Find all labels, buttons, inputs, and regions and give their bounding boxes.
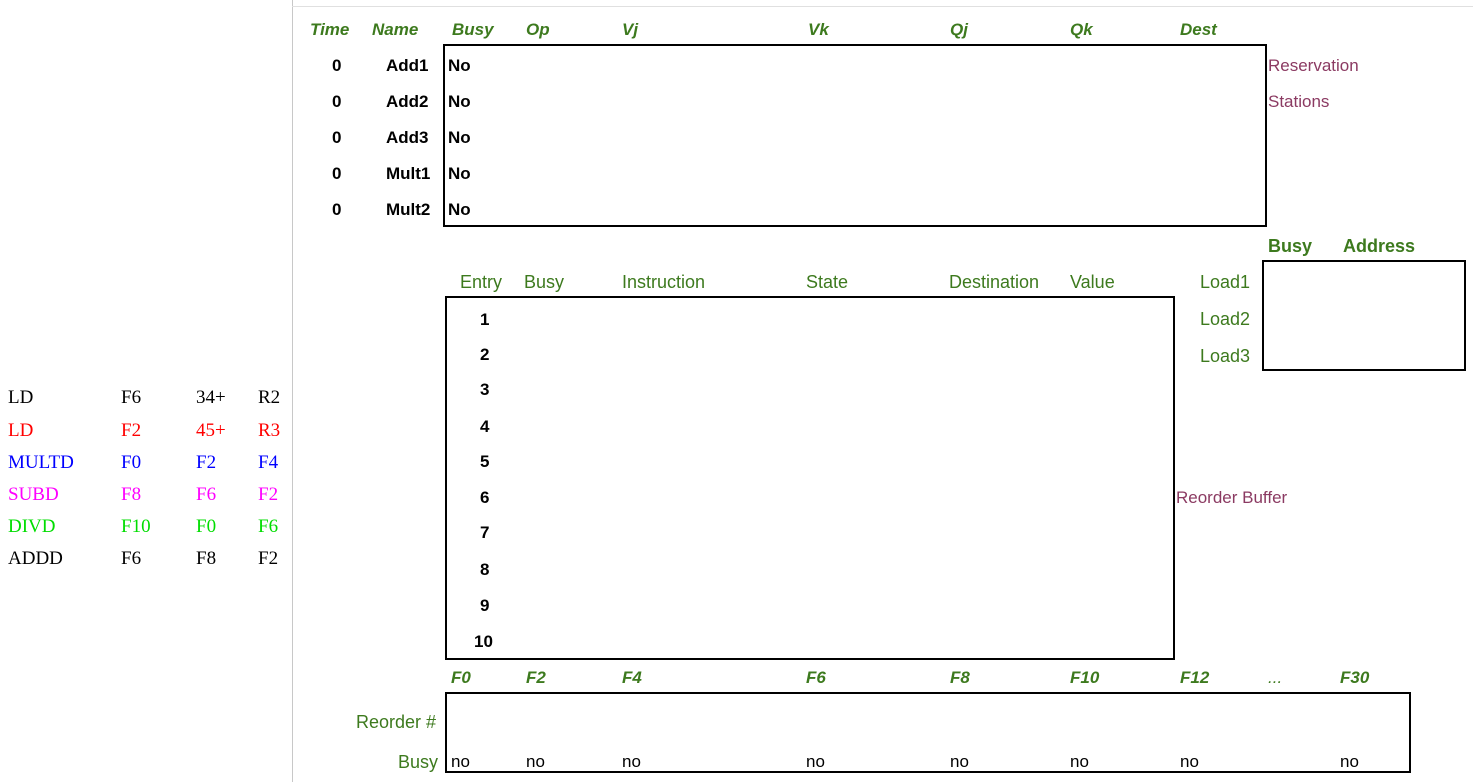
- load-row-label: Load2: [1200, 309, 1251, 329]
- reg-busy-value: no: [1340, 752, 1359, 771]
- instr-arg2: F8: [196, 548, 217, 569]
- instr-arg1: F0: [121, 452, 142, 473]
- reg-busy-value: no: [622, 752, 641, 771]
- rs-row-time: 0: [332, 128, 342, 147]
- rs-row-name: Add3: [386, 128, 429, 147]
- reg-header: F2: [526, 668, 546, 687]
- reg-header-ellipsis: ...: [1268, 668, 1283, 687]
- rob-entry-number: 3: [480, 380, 490, 399]
- rob-header-value: Value: [1070, 272, 1115, 292]
- rs-header-vk: Vk: [808, 20, 829, 39]
- load-header-busy: Busy: [1268, 236, 1313, 256]
- rs-row-busy: No: [448, 164, 471, 183]
- instr-arg1: F10: [121, 516, 151, 537]
- rs-row-busy: No: [448, 128, 471, 147]
- instr-op: LD: [8, 387, 34, 408]
- reg-busy-value: no: [1180, 752, 1199, 771]
- load-buffers-box: [1262, 260, 1466, 371]
- rs-header-dest: Dest: [1180, 20, 1217, 39]
- load-row-label: Load3: [1200, 346, 1251, 366]
- load-row-label: Load1: [1200, 272, 1251, 292]
- rs-row-name: Mult1: [386, 164, 431, 183]
- rob-entry-number: 2: [480, 345, 490, 364]
- instr-op: SUBD: [8, 484, 59, 505]
- reg-header: F0: [451, 668, 471, 687]
- rs-header-qj: Qj: [950, 20, 968, 39]
- instr-arg3: F6: [258, 516, 279, 537]
- instr-arg2: F2: [196, 452, 217, 473]
- rs-row-name: Mult2: [386, 200, 431, 219]
- reg-header: F6: [806, 668, 826, 687]
- reg-row-label-reorder: Reorder #: [356, 712, 437, 732]
- reg-busy-value: no: [451, 752, 470, 771]
- rs-header-vj: Vj: [622, 20, 639, 39]
- reg-header: F12: [1180, 668, 1210, 687]
- rob-entry-number: 8: [480, 560, 490, 579]
- instr-op: LD: [8, 420, 34, 441]
- reg-busy-value: no: [1070, 752, 1089, 771]
- rob-header-entry: Entry: [460, 272, 503, 292]
- reg-busy-value: no: [526, 752, 545, 771]
- rs-row-name: Add1: [386, 56, 429, 75]
- reg-header: F8: [950, 668, 970, 687]
- rob-entry-number: 7: [480, 523, 490, 542]
- reorder-buffer-label: Reorder Buffer: [1176, 488, 1288, 507]
- instr-op: ADDD: [8, 548, 63, 569]
- rob-entry-number: 5: [480, 452, 490, 471]
- rob-header-instruction: Instruction: [622, 272, 706, 292]
- reservation-stations-label: Reservation: [1268, 56, 1359, 75]
- instr-arg3: R3: [258, 420, 281, 441]
- instr-arg1: F8: [121, 484, 142, 505]
- rs-header-name: Name: [372, 20, 419, 39]
- rob-entry-number: 1: [480, 310, 490, 329]
- left-divider-line: [292, 0, 293, 782]
- rob-header-destination: Destination: [949, 272, 1040, 292]
- instr-arg3: R2: [258, 387, 281, 408]
- rs-row-time: 0: [332, 92, 342, 111]
- reorder-buffer-box: [445, 296, 1175, 660]
- rs-row-busy: No: [448, 92, 471, 111]
- instr-arg2: 34+: [196, 387, 226, 408]
- reg-busy-value: no: [806, 752, 825, 771]
- reg-header: F4: [622, 668, 642, 687]
- rob-header-busy: Busy: [524, 272, 565, 292]
- rob-entry-number: 9: [480, 596, 490, 615]
- rs-header-time: Time: [310, 20, 350, 39]
- reg-row-label-busy: Busy: [398, 752, 439, 772]
- instr-arg3: F2: [258, 548, 279, 569]
- instr-arg1: F6: [121, 387, 142, 408]
- instr-arg2: F0: [196, 516, 217, 537]
- rs-row-name: Add2: [386, 92, 429, 111]
- rs-row-busy: No: [448, 56, 471, 75]
- rs-header-busy: Busy: [452, 20, 494, 39]
- rs-header-op: Op: [526, 20, 550, 39]
- reg-header: F10: [1070, 668, 1100, 687]
- instr-arg1: F6: [121, 548, 142, 569]
- rs-row-time: 0: [332, 164, 342, 183]
- instr-arg2: F6: [196, 484, 217, 505]
- reg-busy-value: no: [950, 752, 969, 771]
- rs-row-time: 0: [332, 200, 342, 219]
- rob-header-state: State: [806, 272, 849, 292]
- instr-arg3: F4: [258, 452, 279, 473]
- reservation-stations-box: [443, 44, 1267, 227]
- rob-entry-number: 6: [480, 488, 490, 507]
- rob-entry-number: 4: [480, 417, 490, 436]
- reservation-stations-label-2: Stations: [1268, 92, 1330, 111]
- instr-arg2: 45+: [196, 420, 226, 441]
- instr-op: MULTD: [8, 452, 74, 473]
- rs-header-qk: Qk: [1070, 20, 1093, 39]
- rs-row-busy: No: [448, 200, 471, 219]
- instr-op: DIVD: [8, 516, 56, 537]
- top-divider-line: [292, 6, 1473, 7]
- rob-entry-number: 10: [474, 632, 493, 651]
- load-header-address: Address: [1343, 236, 1416, 256]
- rs-row-time: 0: [332, 56, 342, 75]
- instr-arg1: F2: [121, 420, 142, 441]
- instr-arg3: F2: [258, 484, 279, 505]
- register-status-box: [445, 692, 1411, 773]
- reg-header: F30: [1340, 668, 1370, 687]
